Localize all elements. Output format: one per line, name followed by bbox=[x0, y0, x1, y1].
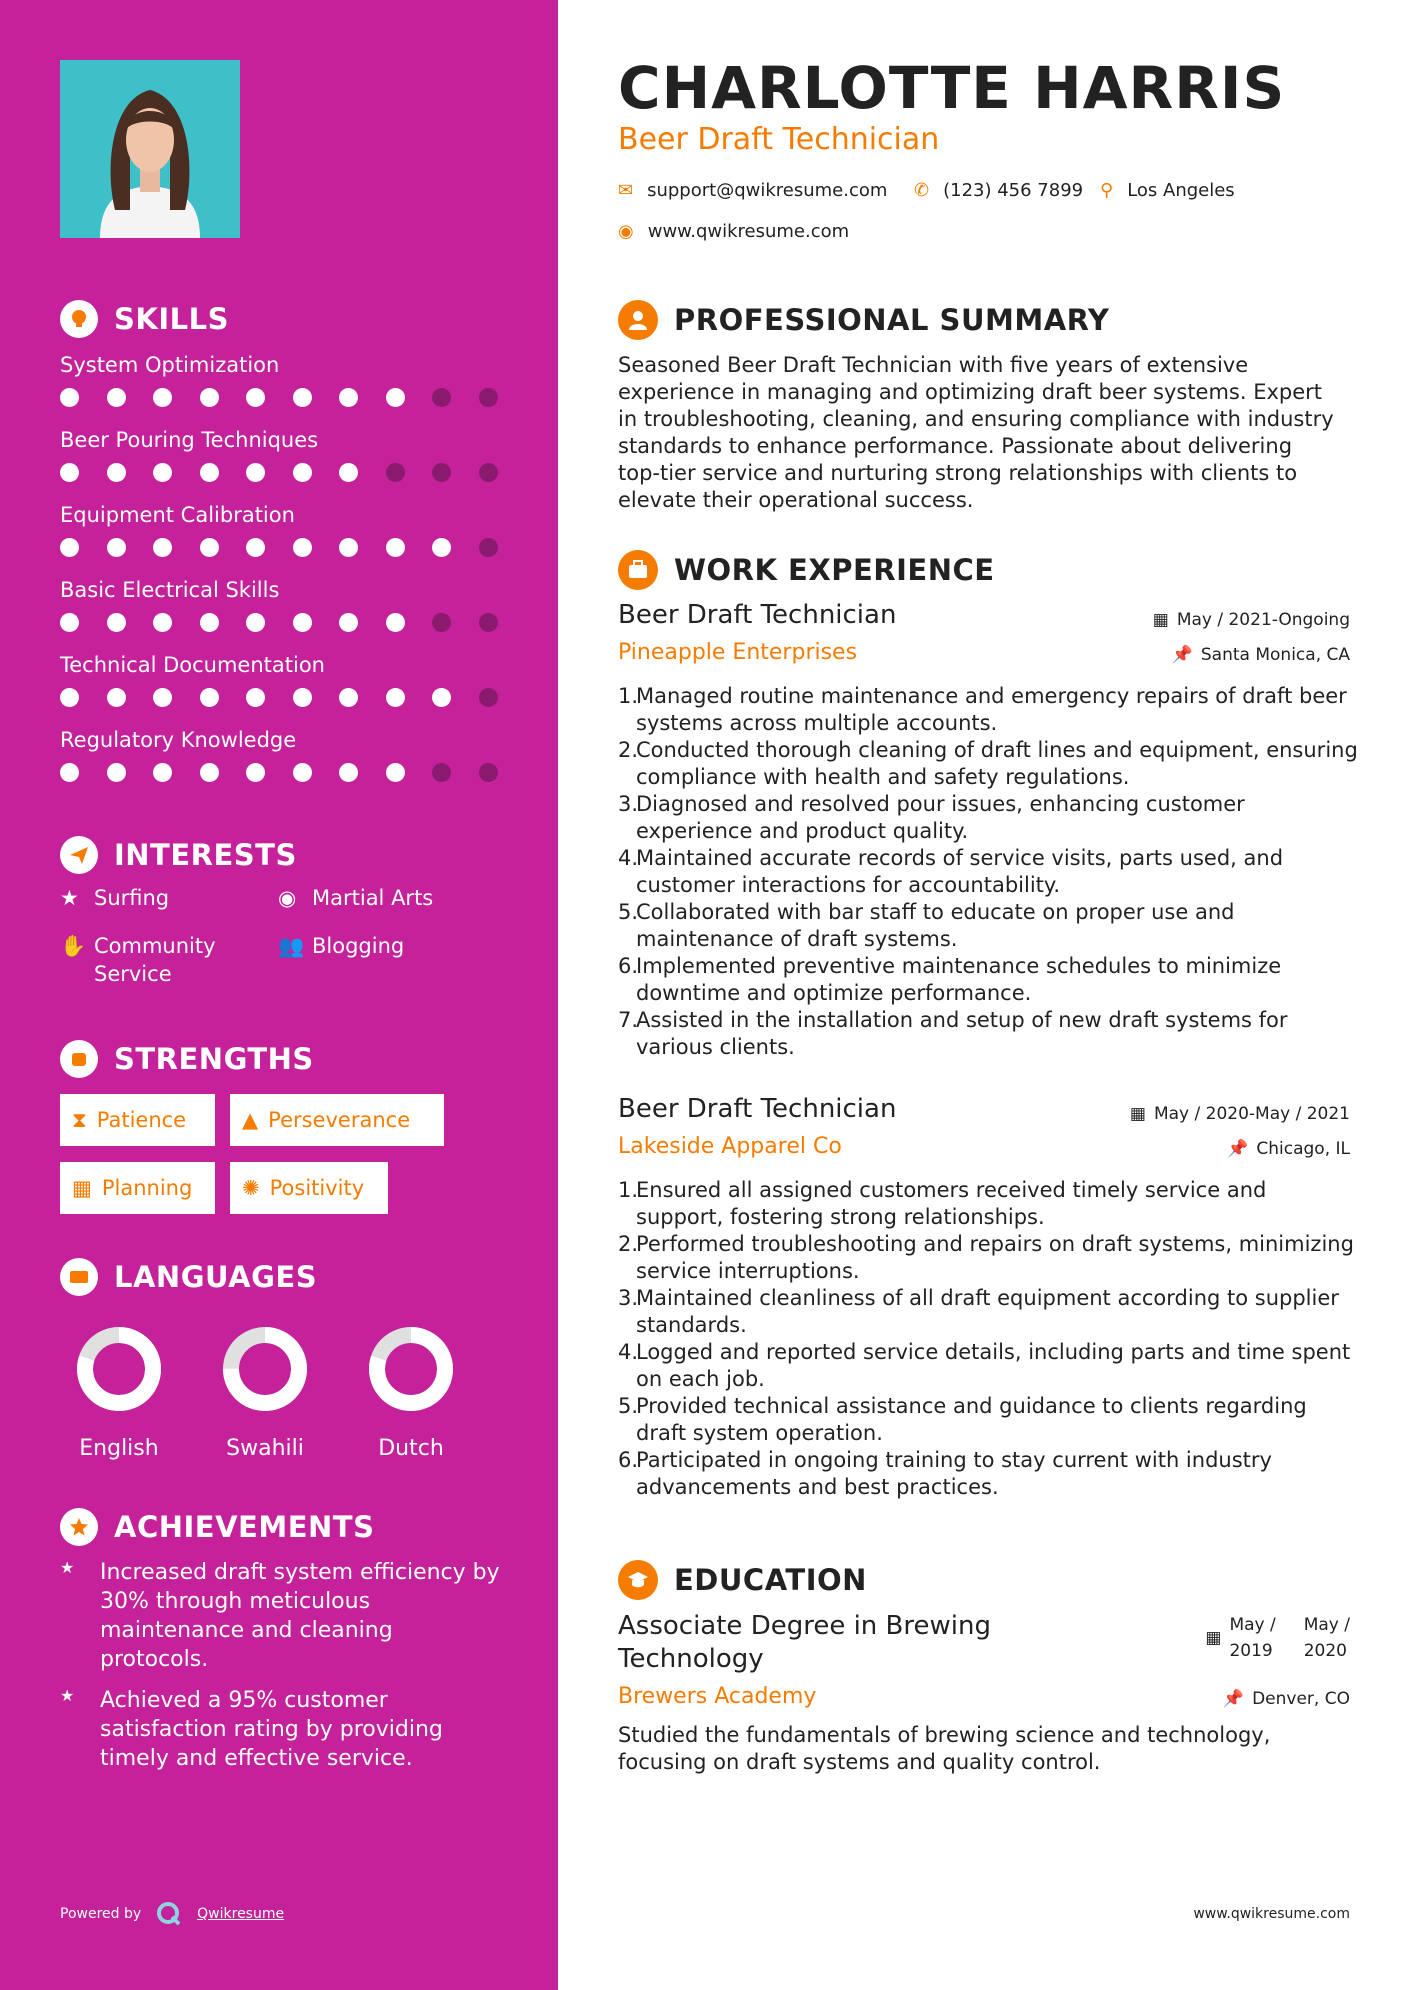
skill-rating bbox=[60, 538, 500, 558]
interests-heading: INTERESTS bbox=[60, 836, 297, 874]
skill-name: Regulatory Knowledge bbox=[60, 728, 297, 752]
skill-rating bbox=[60, 688, 500, 708]
shooting-star-icon: ★ bbox=[60, 1686, 75, 1705]
skill-item bbox=[60, 500, 500, 530]
skill-rating bbox=[60, 613, 500, 633]
rating-dot-empty bbox=[479, 613, 498, 632]
skill-item bbox=[60, 425, 500, 455]
pin-icon: 📌 bbox=[1227, 1139, 1249, 1159]
rating-dot-filled bbox=[246, 613, 265, 632]
achievement-item: ★ Increased draft system efficiency by 30% through meticulous maintenance and cleaning protocols. bbox=[60, 1558, 500, 1672]
language-item: Swahili bbox=[210, 1326, 320, 1461]
job-title: Beer Draft Technician bbox=[618, 600, 897, 630]
degree-title: Associate Degree in Brewing Technology bbox=[618, 1611, 991, 1674]
rating-dot-empty bbox=[479, 763, 498, 782]
rating-dot-empty bbox=[432, 388, 451, 407]
job-title: Beer Draft Technician bbox=[618, 1094, 897, 1124]
rating-dot-filled bbox=[200, 463, 219, 482]
duty-item: 2. Performed troubleshooting and repairs on draft systems, minimizing service interruptions. bbox=[618, 1232, 1354, 1283]
rating-dot-filled bbox=[293, 538, 312, 557]
rating-dot-empty bbox=[479, 538, 498, 557]
skill-rating bbox=[60, 463, 500, 483]
duty-item: 4. Maintained accurate records of service visits, parts used, and customer interactions for accountability. bbox=[618, 846, 1284, 897]
rating-dot-filled bbox=[200, 763, 219, 782]
rating-dot-filled bbox=[153, 538, 172, 557]
calendar-icon: ▦ bbox=[72, 1176, 92, 1200]
calendar-icon: ▦ bbox=[1152, 610, 1169, 630]
skill-rating bbox=[60, 763, 500, 783]
rating-dot-filled bbox=[60, 613, 79, 632]
rating-dot-filled bbox=[339, 538, 358, 557]
rating-dot-filled bbox=[60, 763, 79, 782]
candidate-name: CHARLOTTE HARRIS bbox=[618, 54, 1286, 122]
hand-icon: ✋ bbox=[60, 934, 87, 958]
shooting-star-icon: ★ bbox=[60, 1558, 75, 1577]
rating-dot-filled bbox=[386, 688, 405, 707]
interest-item: ✋ Community Service bbox=[60, 934, 216, 986]
duty-item: 4. Logged and reported service details, including parts and time spent on each job. bbox=[618, 1340, 1351, 1391]
strength-badge: ▦ Planning bbox=[60, 1162, 215, 1214]
job-company: Lakeside Apparel Co bbox=[618, 1134, 842, 1159]
rating-dot-empty bbox=[432, 763, 451, 782]
summary-heading: PROFESSIONAL SUMMARY bbox=[618, 300, 1109, 340]
job-dates: ▦ May / 2020-May / 2021 bbox=[1129, 1104, 1350, 1124]
rating-dot-empty bbox=[432, 613, 451, 632]
qwikresume-logo-icon bbox=[155, 1900, 183, 1928]
rating-dot-filled bbox=[293, 463, 312, 482]
duty-item: 3. Diagnosed and resolved pour issues, enhancing customer experience and product quality. bbox=[618, 792, 1245, 843]
phone-icon: ✆ bbox=[914, 180, 930, 201]
rating-dot-filled bbox=[386, 388, 405, 407]
job-duties bbox=[618, 683, 1358, 1061]
interest-item: ◉ Martial Arts bbox=[278, 886, 434, 910]
job-dates: ▦ May / 2021-Ongoing bbox=[1152, 610, 1350, 630]
rating-dot-filled bbox=[386, 613, 405, 632]
strength-badge: ✺ Positivity bbox=[230, 1162, 388, 1214]
qwikresume-link[interactable]: Qwikresume bbox=[197, 1906, 285, 1922]
location-contact: ⚲ Los Angeles bbox=[1100, 180, 1235, 201]
rating-dot-filled bbox=[107, 388, 126, 407]
experience-heading: WORK EXPERIENCE bbox=[618, 550, 995, 590]
strength-badge: ⧗ Patience bbox=[60, 1094, 215, 1146]
strengths-heading: STRENGTHS bbox=[60, 1040, 314, 1078]
language-ring bbox=[222, 1326, 308, 1412]
rating-dot-filled bbox=[60, 538, 79, 557]
rating-dot-empty bbox=[479, 688, 498, 707]
rating-dot-filled bbox=[107, 613, 126, 632]
job-company: Pineapple Enterprises bbox=[618, 640, 858, 665]
pin-icon: 📌 bbox=[1171, 645, 1193, 665]
phone-contact: ✆ (123) 456 7899 bbox=[914, 180, 1084, 201]
rating-dot-filled bbox=[246, 763, 265, 782]
lightbulb-icon bbox=[60, 300, 98, 338]
duty-item: 6. Implemented preventive maintenance schedules to minimize downtime and optimize performance. bbox=[618, 954, 1282, 1005]
job-location: 📌 Santa Monica, CA bbox=[1171, 645, 1350, 665]
interest-item: 👥 Blogging bbox=[278, 934, 405, 958]
education-dates: ▦ May / 2019 May / 2020 bbox=[1205, 1615, 1350, 1661]
graduation-cap-icon bbox=[618, 1560, 658, 1600]
fist-icon bbox=[60, 1040, 98, 1078]
rating-dot-filled bbox=[200, 388, 219, 407]
skill-item bbox=[60, 650, 500, 680]
rating-dot-filled bbox=[246, 538, 265, 557]
email-link[interactable]: support@qwikresume.com bbox=[647, 180, 888, 201]
users-icon: 👥 bbox=[278, 934, 305, 958]
language-ring bbox=[368, 1326, 454, 1412]
footer-url[interactable]: www.qwikresume.com bbox=[1193, 1906, 1350, 1922]
language-item: Dutch bbox=[356, 1326, 466, 1461]
rating-dot-filled bbox=[339, 463, 358, 482]
languages-heading: LANGUAGES bbox=[60, 1258, 317, 1296]
globe-icon: ◉ bbox=[618, 221, 634, 242]
rating-dot-filled bbox=[293, 388, 312, 407]
envelope-icon: ✉ bbox=[618, 180, 634, 201]
star-icon: ★ bbox=[60, 886, 79, 910]
education-location: 📌 Denver, CO bbox=[1222, 1689, 1350, 1709]
sidebar bbox=[0, 0, 558, 1990]
rating-dot-filled bbox=[386, 763, 405, 782]
hourglass-icon: ⧗ bbox=[72, 1107, 87, 1132]
achievements-heading: ACHIEVEMENTS bbox=[60, 1508, 374, 1546]
skill-name: Equipment Calibration bbox=[60, 503, 295, 527]
rating-dot-filled bbox=[153, 463, 172, 482]
skill-name: Technical Documentation bbox=[60, 653, 325, 677]
rating-dot-filled bbox=[246, 463, 265, 482]
globe-icon: ◉ bbox=[278, 886, 297, 910]
rating-dot-filled bbox=[386, 538, 405, 557]
paper-plane-icon bbox=[60, 836, 98, 874]
rating-dot-filled bbox=[153, 388, 172, 407]
powered-by: Powered by Qwikresume bbox=[60, 1900, 284, 1928]
rating-dot-filled bbox=[293, 613, 312, 632]
duty-item: 7. Assisted in the installation and setup of new draft systems for various clients. bbox=[618, 1008, 1288, 1059]
rating-dot-filled bbox=[246, 688, 265, 707]
calendar-icon: ▦ bbox=[1205, 1628, 1222, 1648]
language-icon bbox=[60, 1258, 98, 1296]
duty-item: 6. Participated in ongoing training to stay current with industry advancements and best practices. bbox=[618, 1448, 1272, 1499]
education-heading: EDUCATION bbox=[618, 1560, 867, 1600]
trophy-star-icon bbox=[60, 1508, 98, 1546]
duty-item: 2. Conducted thorough cleaning of draft lines and equipment, ensuring compliance with health and safety regulations. bbox=[618, 738, 1358, 789]
rating-dot-filled bbox=[339, 613, 358, 632]
rating-dot-filled bbox=[339, 388, 358, 407]
rating-dot-filled bbox=[246, 388, 265, 407]
rating-dot-filled bbox=[293, 688, 312, 707]
duty-item: 1. Ensured all assigned customers received timely service and support, fostering strong relationships. bbox=[618, 1178, 1267, 1229]
rating-dot-filled bbox=[107, 463, 126, 482]
rating-dot-empty bbox=[479, 463, 498, 482]
rating-dot-filled bbox=[107, 763, 126, 782]
pin-icon: 📌 bbox=[1222, 1689, 1245, 1709]
rating-dot-filled bbox=[60, 688, 79, 707]
skill-name: Beer Pouring Techniques bbox=[60, 428, 319, 452]
profile-photo bbox=[60, 60, 240, 238]
rating-dot-filled bbox=[60, 388, 79, 407]
user-icon bbox=[618, 300, 658, 340]
rating-dot-filled bbox=[153, 763, 172, 782]
rating-dot-empty bbox=[386, 463, 405, 482]
rating-dot-filled bbox=[200, 688, 219, 707]
job-duties bbox=[618, 1177, 1358, 1501]
road-icon: ▲ bbox=[242, 1108, 259, 1132]
rating-dot-filled bbox=[107, 538, 126, 557]
summary-text: Seasoned Beer Draft Technician with five years of extensive experience in managing and optimizing draft beer systems. Expert in troubleshooting, cleaning, and ensuring compliance with industry standards to enhance performance. Passionate about delivering top-tier service and nurturing strong relationships with clients to elevate their operational success. bbox=[618, 353, 1334, 512]
briefcase-icon bbox=[618, 550, 658, 590]
skill-name: Basic Electrical Skills bbox=[60, 578, 280, 602]
strength-badge: ▲ Perseverance bbox=[230, 1094, 444, 1146]
map-pin-icon: ⚲ bbox=[1100, 180, 1114, 201]
rating-dot-filled bbox=[339, 763, 358, 782]
main-content bbox=[618, 0, 1358, 1990]
language-item: English bbox=[64, 1326, 174, 1461]
rating-dot-filled bbox=[293, 763, 312, 782]
language-ring bbox=[76, 1326, 162, 1412]
duty-item: 5. Provided technical assistance and guidance to clients regarding draft system operation. bbox=[618, 1394, 1307, 1445]
email-contact bbox=[618, 180, 887, 201]
interest-item: ★ Surfing bbox=[60, 886, 170, 910]
skill-name: System Optimization bbox=[60, 353, 280, 377]
job-location: 📌 Chicago, IL bbox=[1227, 1139, 1350, 1159]
rating-dot-filled bbox=[60, 463, 79, 482]
website-link[interactable]: www.qwikresume.com bbox=[647, 221, 850, 242]
candidate-role: Beer Draft Technician bbox=[618, 122, 940, 157]
education-description: Studied the fundamentals of brewing science and technology, focusing on draft systems and quality control. bbox=[618, 1723, 1271, 1774]
rating-dot-filled bbox=[153, 613, 172, 632]
rating-dot-filled bbox=[200, 538, 219, 557]
rating-dot-empty bbox=[432, 463, 451, 482]
sun-icon: ✺ bbox=[242, 1176, 260, 1200]
achievement-item: ★ Achieved a 95% customer satisfaction rating by providing timely and effective service. bbox=[60, 1686, 443, 1771]
skill-item bbox=[60, 725, 500, 755]
skill-rating bbox=[60, 388, 500, 408]
school-name: Brewers Academy bbox=[618, 1684, 817, 1709]
rating-dot-filled bbox=[153, 688, 172, 707]
duty-item: 3. Maintained cleanliness of all draft equipment according to supplier standards. bbox=[618, 1286, 1339, 1337]
duty-item: 1. Managed routine maintenance and emergency repairs of draft beer systems across multiple accounts. bbox=[618, 684, 1347, 735]
website-contact bbox=[618, 221, 849, 242]
rating-dot-filled bbox=[339, 688, 358, 707]
rating-dot-filled bbox=[200, 613, 219, 632]
rating-dot-filled bbox=[432, 538, 451, 557]
skill-item bbox=[60, 350, 500, 380]
rating-dot-empty bbox=[479, 388, 498, 407]
skill-item bbox=[60, 575, 500, 605]
rating-dot-filled bbox=[107, 688, 126, 707]
rating-dot-filled bbox=[432, 688, 451, 707]
skills-heading: SKILLS bbox=[60, 300, 229, 338]
calendar-icon: ▦ bbox=[1129, 1104, 1146, 1124]
duty-item: 5. Collaborated with bar staff to educate on proper use and maintenance of draft systems. bbox=[618, 900, 1235, 951]
